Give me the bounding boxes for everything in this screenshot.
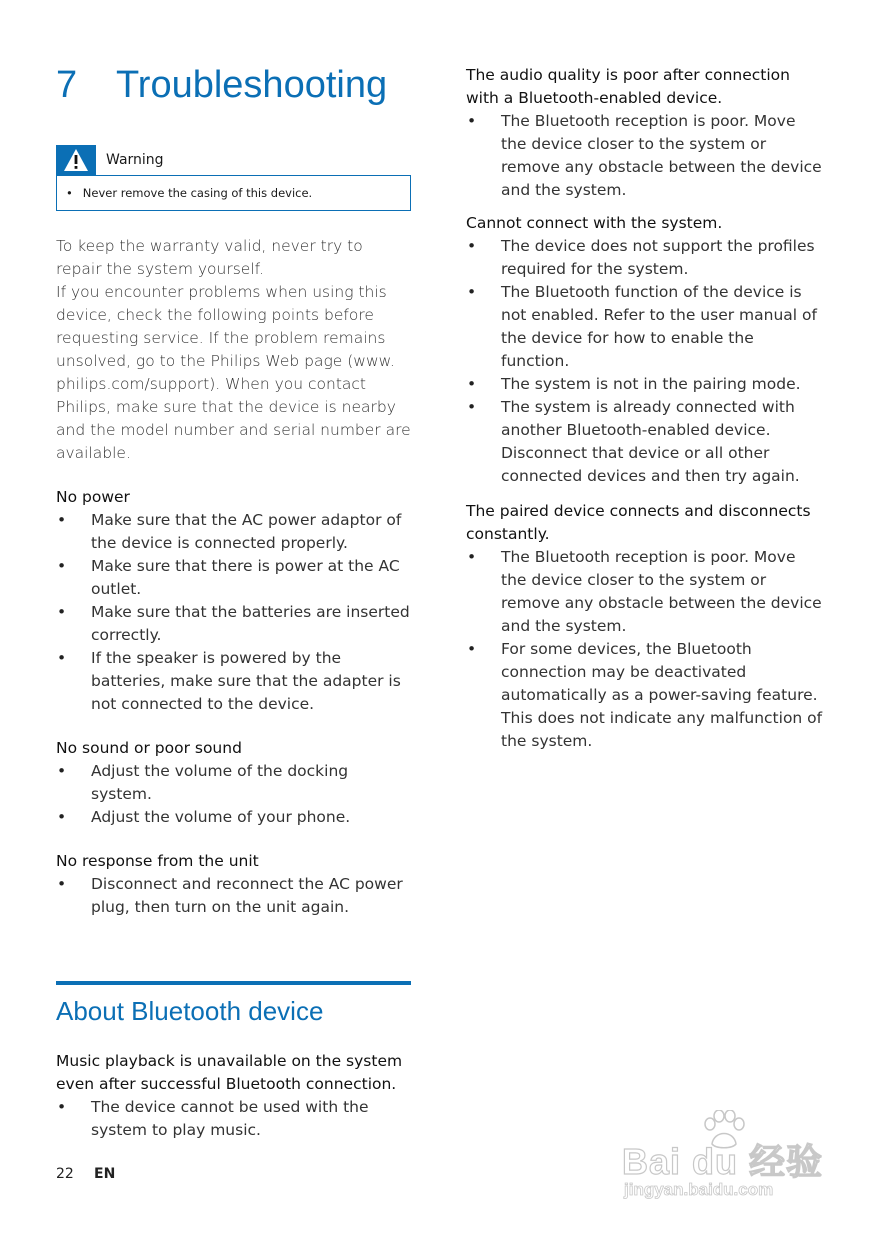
section-no-response (56, 850, 412, 919)
list-item: • Make sure that the AC power adaptor of the device is connected properly. (56, 509, 412, 555)
list-item: • Disconnect and reconnect the AC power plug, then turn on the unit again. (56, 873, 412, 919)
section-no-sound (56, 737, 412, 829)
bullet-list (466, 110, 824, 202)
language-code: EN (94, 1166, 116, 1182)
bullet-icon: • (66, 186, 73, 200)
section-music-playback (56, 1050, 412, 1142)
watermark-url: jingyan.baidu.com (624, 1180, 774, 1199)
warning-title: Warning (106, 152, 164, 168)
bullet-list (56, 509, 412, 716)
warning-icon (56, 145, 96, 175)
warning-header (56, 145, 411, 175)
right-column (466, 64, 824, 753)
page-number: 22 (56, 1166, 74, 1182)
list-item: • Adjust the volume of your phone. (56, 806, 412, 829)
section-heading: No response from the unit (56, 852, 259, 870)
warning-block (56, 145, 411, 211)
list-item: • The Bluetooth function of the device is not enabled. Refer to the user manual of the device for how to enable the function. (466, 281, 824, 373)
list-item: • If the speaker is powered by the batteries, make sure that the adapter is not connected to the device. (56, 647, 412, 716)
section-heading: Cannot connect with the system. (466, 214, 723, 232)
section-heading: The paired device connects and disconnects constantly. (466, 502, 811, 543)
about-bluetooth-title: About Bluetooth device (56, 996, 324, 1026)
section-cannot-connect (466, 212, 824, 488)
chapter-number: 7 (56, 64, 78, 106)
baidu-watermark (622, 1110, 822, 1205)
list-item: • The device does not support the profiles required for the system. (466, 235, 824, 281)
warning-item: Never remove the casing of this device. (82, 186, 313, 200)
warning-box (56, 175, 411, 211)
section-heading: The audio quality is poor after connection with a Bluetooth-enabled device. (466, 66, 790, 107)
chapter-title-text: Troubleshooting (116, 64, 388, 106)
list-item: • For some devices, the Bluetooth connection may be deactivated automatically as a power-saving feature. This does not indicate any malfunction of the system. (466, 638, 824, 753)
intro-text (56, 235, 412, 465)
page-footer (56, 1166, 115, 1182)
list-item: • The Bluetooth reception is poor. Move the device closer to the system or remove any obstacle between the device and the system. (466, 110, 824, 202)
section-no-power (56, 486, 412, 716)
section-divider (56, 981, 411, 985)
bullet-list (466, 235, 824, 488)
section-heading: Music playback is unavailable on the system even after successful Bluetooth connection. (56, 1052, 403, 1093)
section-heading: No sound or poor sound (56, 739, 242, 757)
bullet-list (466, 546, 824, 753)
watermark-brand: Bai du 经验 (622, 1141, 824, 1182)
left-column (56, 58, 412, 1142)
list-item: • The Bluetooth reception is poor. Move the device closer to the system or remove any obstacle between the device and the system. (466, 546, 824, 638)
list-item: • The system is not in the pairing mode. (466, 373, 824, 396)
list-item: • The system is already connected with another Bluetooth-enabled device. Disconnect that device or all other connected devices and then try again. (466, 396, 824, 488)
section-paired-disconnects (466, 500, 824, 753)
chapter-title (56, 58, 412, 112)
intro-paragraph: To keep the warranty valid, never try to repair the system yourself. (56, 237, 363, 278)
list-item: • The device cannot be used with the system to play music. (56, 1096, 412, 1142)
section-heading: No power (56, 488, 130, 506)
list-item: • Make sure that the batteries are inserted correctly. (56, 601, 412, 647)
bullet-list (56, 760, 412, 829)
section-audio-quality (466, 64, 824, 202)
intro-paragraph: If you encounter problems when using this device, check the following points before requesting service. If the problem remains unsolved, go to the Philips Web page (www. philips.com/support). When you contact Philips, make sure that the device is nearby and the model number and serial number are available. (56, 283, 411, 462)
list-item: • Make sure that there is power at the AC outlet. (56, 555, 412, 601)
bullet-list (56, 1096, 412, 1142)
bullet-list (56, 873, 412, 919)
list-item: • Adjust the volume of the docking system. (56, 760, 412, 806)
